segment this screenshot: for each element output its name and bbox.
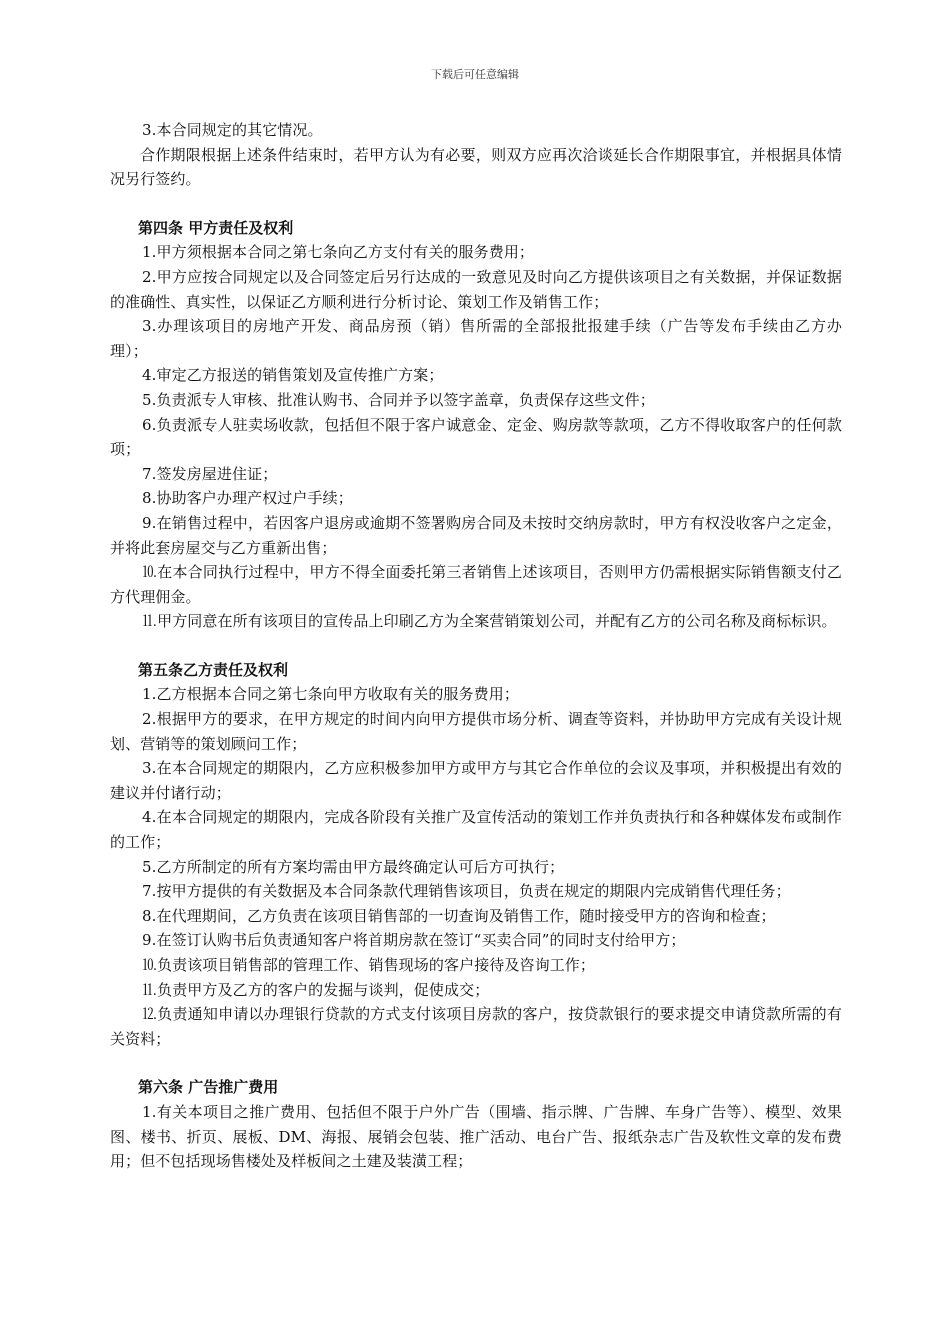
article-4-item: ⒑在本合同执行过程中，甲方不得全面委托第三者销售上述该项目，否则甲方仍需根据实际销售额支付乙方代理佣金。 [110, 563, 842, 606]
article-5-item: ⒒负责甲方及乙方的客户的发掘与谈判，促使成交； [142, 980, 490, 999]
article-5-item: 7.按甲方提供的有关数据及本合同条款代理销售该项目，负责在规定的期限内完成销售代理任务； [142, 882, 791, 901]
article-4-item: ⒒甲方同意在所有该项目的宣传品上印刷乙方为全案营销策划公司，并配有乙方的公司名称及商标标识。 [142, 612, 837, 631]
article-6-item: 1.有关本项目之推广费用、包括但不限于户外广告（围墙、指示牌、广告牌、车身广告等）、模型、效果图、楼书、折页、展板、DM、海报、展销会包装、推广活动、电台广告、报纸杂志广告及软性文章的发布费用；但不包括现场售楼处及样板间之土建及装潢工程； [110, 1102, 842, 1171]
article-4-item: 8.协助客户办理产权过户手续； [142, 489, 353, 508]
page-header: 下载后可任意编辑 [431, 68, 519, 81]
article-5-item: 8.在代理期间，乙方负责在该项目销售部的一切查询及销售工作，随时接受甲方的咨询和检查； [142, 906, 776, 925]
article-4-item: 4.审定乙方报送的销售策划及宣传推广方案； [142, 366, 444, 385]
article-5-item: 9.在签订认购书后负责通知客户将首期房款在签订“买卖合同”的同时支付给甲方； [142, 931, 686, 950]
article-4-heading: 第四条 甲方责任及权利 [138, 218, 294, 237]
article-5-item: 3.在本合同规定的期限内，乙方应积极参加甲方或甲方与其它合作单位的会议及事项，并积极提出有效的建议并付诸行动； [110, 759, 842, 802]
article-5-item: ⒑负责该项目销售部的管理工作、销售现场的客户接待及咨询工作； [142, 956, 596, 974]
article-5-heading: 第五条乙方责任及权利 [138, 660, 289, 679]
article-5-item: 1.乙方根据本合同之第七条向甲方收取有关的服务费用； [142, 685, 519, 704]
intro-note: 合作期限根据上述条件结束时，若甲方认为有必要，则双方应再次洽谈延长合作期限事宜，并根据具体情况另行签约。 [110, 145, 842, 189]
intro-item-3: 3.本合同规定的其它情况。 [142, 121, 323, 139]
article-4-item: 1.甲方须根据本合同之第七条向乙方支付有关的服务费用； [142, 243, 535, 262]
article-5-item: 5.乙方所制定的所有方案均需由甲方最终确定认可后方可执行； [142, 857, 565, 876]
article-4-item: 5.负责派专人审核、批准认购书、合同并予以签字盖章，负责保存这些文件； [142, 390, 655, 409]
article-4-item: 3.办理该项目的房地产开发、商品房预（销）售所需的全部报批报建手续（广告等发布手续由乙方办理）； [110, 317, 842, 360]
article-5-item: ⒓负责通知申请以办理银行贷款的方式支付该项目房款的客户，按贷款银行的要求提交申请贷款所需的有关资料； [110, 1005, 842, 1048]
article-5-item: 4.在本合同规定的期限内，完成各阶段有关推广及宣传活动的策划工作并负责执行和各种媒体发布或制作的工作； [110, 808, 842, 852]
article-4-item: 6.负责派专人驻卖场收款，包括但不限于客户诚意金、定金、购房款等款项，乙方不得收取客户的任何款项； [110, 415, 842, 459]
article-6-heading: 第六条 广告推广费用 [138, 1078, 279, 1097]
document-body [110, 118, 842, 1174]
article-5-item: 2.根据甲方的要求，在甲方规定的时间内向甲方提供市场分析、调查等资料，并协助甲方完成有关设计规划、营销等的策划顾问工作； [110, 710, 842, 753]
article-4-item: 7.签发房屋进住证； [142, 464, 278, 483]
article-4-item: 2.甲方应按合同规定以及合同签定后另行达成的一致意见及时向乙方提供该项目之有关数据，并保证数据的准确性、真实性，以保证乙方顺利进行分析讨论、策划工作及销售工作； [110, 267, 842, 311]
article-4-item: 9.在销售过程中，若因客户退房或逾期不签署购房合同及未按时交纳房款时，甲方有权没收客户之定金，并将此套房屋交与乙方重新出售； [110, 513, 842, 557]
